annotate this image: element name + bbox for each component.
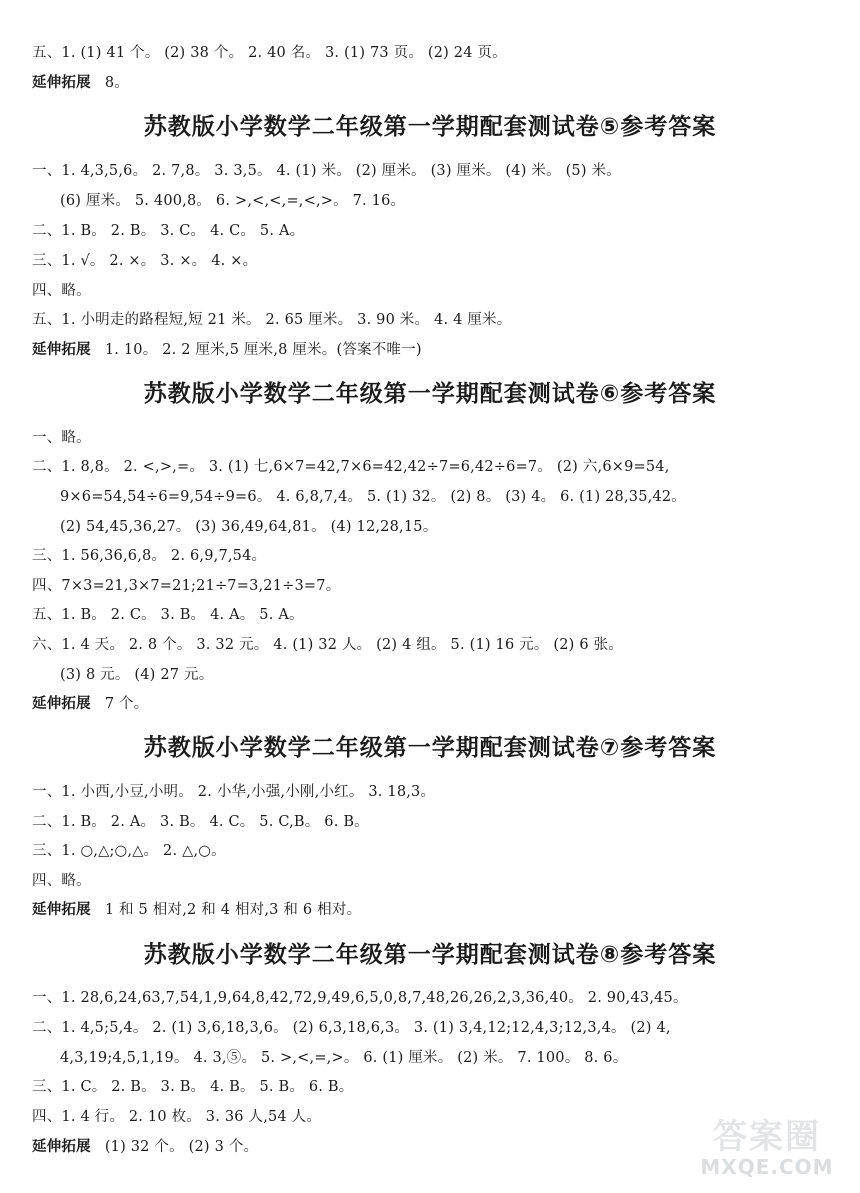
answer-line: 一、略。	[32, 430, 91, 446]
section-heading-8: 苏教版小学数学二年级第一学期配套测试卷⑧参考答案	[143, 942, 717, 968]
answer-line: 四、略。	[32, 283, 91, 299]
extension-label: 延伸拓展	[32, 902, 91, 918]
answer-line: (6) 厘米。 5. 400,8。 6. >,<,<,=,<,>。 7. 16。	[60, 193, 406, 209]
answer-line: 五、1. (1) 41 个。 (2) 38 个。 2. 40 名。 3. (1) 73 页。 (2) 24 页。	[32, 45, 507, 61]
answer-line: 二、1. 4,5;5,4。 2. (1) 3,6,18,3,6。 (2) 6,3,18,6,3。 3. (1) 3,4,12;12,4,3;12,3,4。 (2) 4,	[32, 1020, 671, 1036]
extension-line	[32, 694, 840, 714]
extension-label: 延伸拓展	[32, 75, 91, 91]
extension-answer: 7 个。	[104, 696, 149, 712]
watermark-title: 答案圈	[713, 1117, 821, 1157]
answer-line: 五、1. B。 2. C。 3. B。 4. A。 5. A。	[32, 607, 304, 623]
extension-label: 延伸拓展	[32, 342, 91, 358]
extension-answer: 8。	[104, 75, 129, 91]
extension-answer: 1. 10。 2. 2 厘米,5 厘米,8 厘米。(答案不唯一)	[104, 342, 422, 358]
answer-line: 三、1. ○,△;○,△。 2. △,○。	[32, 843, 226, 859]
answer-line: 一、1. 28,6,24,63,7,54,1,9,64,8,42,72,9,49,6,5,0,8,7,48,26,26,2,3,36,40。 2. 90,43,45。	[32, 990, 688, 1006]
answer-line: 四、7×3=21,3×7=21;21÷7=3,21÷3=7。	[32, 578, 341, 594]
answer-line: (3) 8 元。 (4) 27 元。	[60, 667, 214, 683]
answer-line: (2) 54,45,36,27。 (3) 36,49,64,81。 (4) 12,28,15。	[60, 519, 438, 535]
answer-line: 一、1. 小西,小豆,小明。 2. 小华,小强,小刚,小红。 3. 18,3。	[32, 784, 436, 800]
extension-label: 延伸拓展	[32, 696, 91, 712]
watermark-url: MXQE.COM	[700, 1155, 834, 1179]
answer-line: 二、1. 8,8。 2. <,>,=。 3. (1) 七,6×7=42,7×6=42,42÷7=6,42÷6=7。 (2) 六,6×9=54,	[32, 459, 670, 475]
answer-line: 三、1. C。 2. B。 3. B。 4. B。 5. B。 6. B。	[32, 1079, 354, 1095]
section-heading-5: 苏教版小学数学二年级第一学期配套测试卷⑤参考答案	[143, 114, 717, 140]
section-heading-6: 苏教版小学数学二年级第一学期配套测试卷⑥参考答案	[143, 381, 717, 407]
answer-line: 二、1. B。 2. B。 3. C。 4. C。 5. A。	[32, 223, 305, 239]
answer-line: 9×6=54,54÷6=9,54÷9=6。 4. 6,8,7,4。 5. (1) 32。 (2) 8。 (3) 4。 6. (1) 28,35,42。	[60, 489, 686, 505]
answer-line: 四、略。	[32, 873, 91, 889]
section-heading-7: 苏教版小学数学二年级第一学期配套测试卷⑦参考答案	[143, 735, 717, 761]
extension-line	[32, 900, 840, 920]
answer-line: 四、1. 4 行。 2. 10 枚。 3. 36 人,54 人。	[32, 1109, 322, 1125]
extension-label: 延伸拓展	[32, 1139, 91, 1155]
extension-line	[32, 73, 840, 93]
answer-line: 六、1. 4 天。 2. 8 个。 3. 32 元。 4. (1) 32 人。 (2) 4 组。 5. (1) 16 元。 (2) 6 张。	[32, 637, 623, 653]
answer-line: 五、1. 小明走的路程短,短 21 米。 2. 65 厘米。 3. 90 米。 4. 4 厘米。	[32, 312, 512, 328]
extension-answer: 1 和 5 相对,2 和 4 相对,3 和 6 相对。	[104, 902, 362, 918]
watermark-logo	[692, 1109, 842, 1179]
answer-line: 一、1. 4,3,5,6。 2. 7,8。 3. 3,5。 4. (1) 米。 (2) 厘米。 (3) 厘米。 (4) 米。 (5) 米。	[32, 163, 621, 179]
answer-line: 三、1. √。 2. ×。 3. ×。 4. ×。	[32, 253, 258, 269]
answer-line: 三、1. 56,36,6,8。 2. 6,9,7,54。	[32, 548, 267, 564]
answer-line: 4,3,19;4,5,1,19。 4. 3,⑤。 5. >,<,=,>。 6. (1) 厘米。 (2) 米。 7. 100。 8. 6。	[60, 1050, 628, 1066]
extension-line	[32, 340, 840, 360]
extension-answer: (1) 32 个。 (2) 3 个。	[104, 1139, 259, 1155]
answer-line: 二、1. B。 2. A。 3. B。 4. C。 5. C,B。 6. B。	[32, 814, 369, 830]
